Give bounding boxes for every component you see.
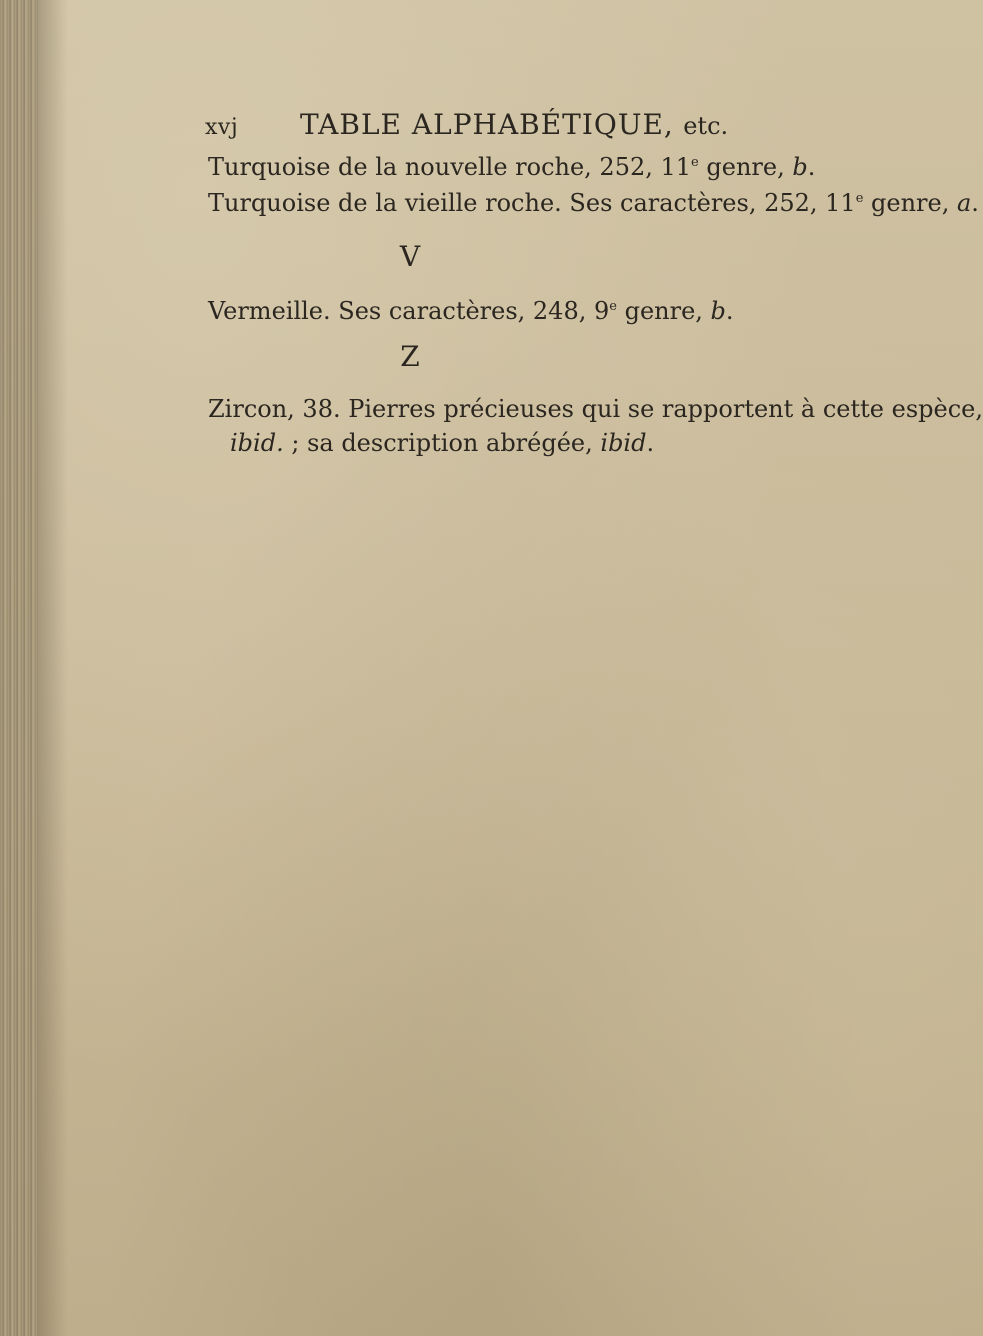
entry-punct: . <box>725 297 734 325</box>
entry-superscript: e <box>855 191 864 206</box>
entry-punct: . <box>971 189 979 217</box>
entry-superscript: e <box>691 155 699 170</box>
entry-text: Turquoise de la nouvelle roche, 252, 11 <box>208 153 692 181</box>
entry-subtype: b <box>792 153 808 181</box>
entry-text: Vermeille. Ses caractères, 248, 9 <box>208 297 610 325</box>
page-title: TABLE ALPHABÉTIQUE, <box>300 108 674 141</box>
index-entry-turquoise-nouvelle <box>208 150 816 184</box>
ibid-ref: ibid. <box>230 429 284 457</box>
entry-punct: . <box>807 153 816 181</box>
entry-text: genre, <box>616 297 711 325</box>
section-letter-z: Z <box>400 340 420 373</box>
entry-superscript: e <box>609 299 617 314</box>
entry-continuation <box>208 426 768 460</box>
entry-punct: . <box>646 429 655 457</box>
entry-subtype: b <box>710 297 726 325</box>
page-number: xvj <box>205 115 239 140</box>
section-letter-v: V <box>399 240 421 273</box>
ibid-ref: ibid <box>600 429 647 457</box>
index-entry-zircon <box>208 392 983 460</box>
entry-text: Zircon, 38. Pierres précieuses qui se rapportent à cette espèce, <box>208 395 983 423</box>
entry-subtype: a <box>956 189 972 217</box>
index-entry-vermeille <box>208 294 768 328</box>
page-title-etc: etc. <box>683 112 729 140</box>
entry-text: genre, <box>863 189 957 217</box>
index-entry-turquoise-vieille <box>208 186 979 220</box>
entry-text: ; sa description abrégée, <box>283 429 601 457</box>
running-head <box>205 108 765 141</box>
entry-text: genre, <box>698 153 793 181</box>
entry-text: Turquoise de la vieille roche. Ses caractères, 252, 11 <box>208 189 856 217</box>
